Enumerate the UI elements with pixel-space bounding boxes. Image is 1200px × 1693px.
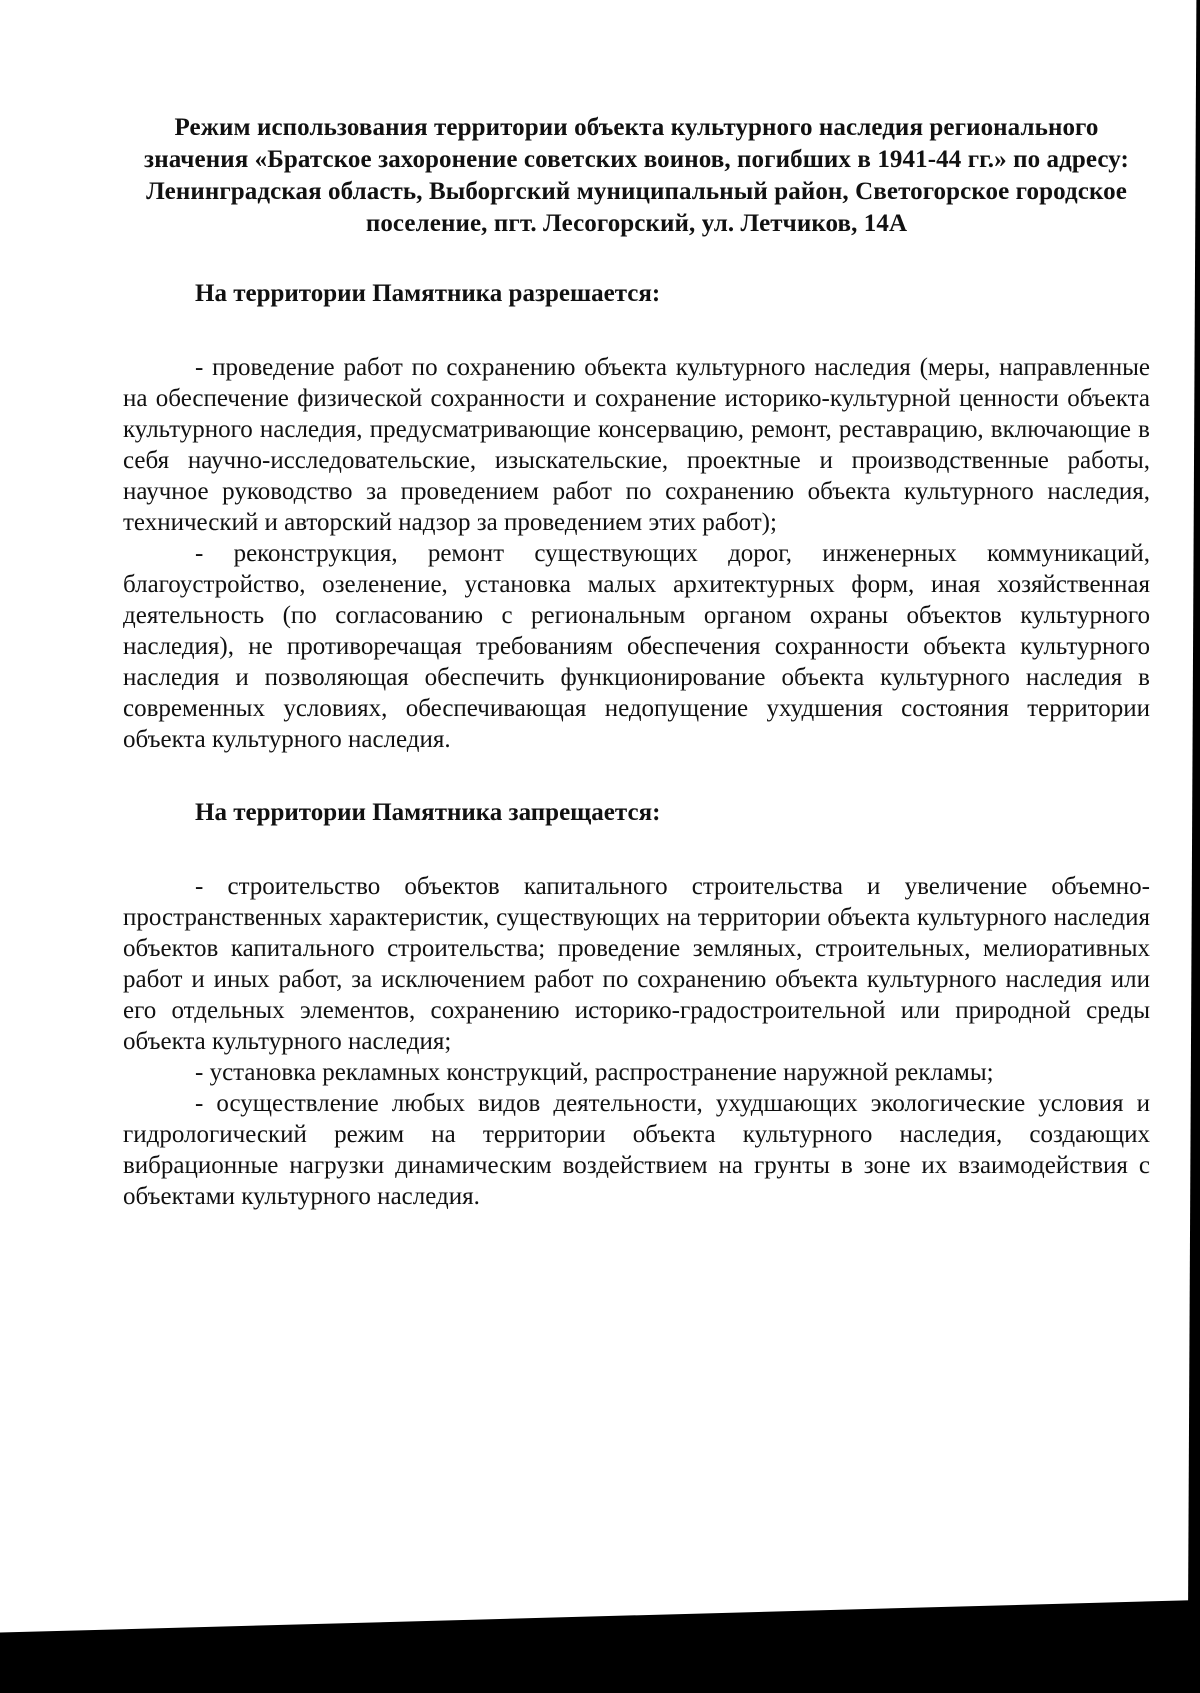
document-content bbox=[123, 112, 1150, 1212]
forbidden-heading: На территории Памятника запрещается: bbox=[195, 799, 661, 826]
forbidden-item: - осуществление любых видов деятельности, ухудшающих экологические условия и гидрологический режим на территории объекта культурного наследия, создающих вибрационные нагрузки динамическим воздействием на грунты в зоне их взаимодействия с объектами культурного наследия. bbox=[123, 1090, 1150, 1210]
forbidden-item: - установка рекламных конструкций, распространение наружной рекламы; bbox=[195, 1059, 994, 1086]
scan-edge-right bbox=[1188, 0, 1200, 1620]
allowed-item: - реконструкция, ремонт существующих дорог, инженерных коммуникаций, благоустройство, озеленение, установка малых архитектурных форм, иная хозяйственная деятельность (по согласованию с региональным органом охраны объектов культурного наследия), не противоречащая требованиям обеспечения сохранности объекта культурного наследия и позволяющая обеспечить функционирование объекта культурного наследия в современных условиях, обеспечивающая недопущение ухудшения состояния территории объекта культурного наследия. bbox=[123, 540, 1150, 753]
allowed-heading: На территории Памятника разрешается: bbox=[195, 280, 661, 307]
scan-edge-bottom bbox=[0, 1600, 1200, 1693]
document-title: Режим использования территории объекта культурного наследия регионального значения «Братское захоронение советских воинов, погибших в 1941-44 гг.» по адресу: Ленинградская область, Выборгский муниципальный район, Светогорское городское поселение, пгт. Лесогорский, ул. Летчиков, 14А bbox=[144, 114, 1129, 237]
forbidden-list bbox=[123, 871, 1150, 1212]
forbidden-item: - строительство объектов капитального строительства и увеличение объемно-пространственных характеристик, существующих на территории объекта культурного наследия объектов капитального строительства; проведение земляных, строительных, мелиоративных работ и иных работ, за исключением работ по сохранению объекта культурного наследия или его отдельных элементов, сохранению историко-градостроительной или природной среды объекта культурного наследия; bbox=[123, 873, 1150, 1055]
allowed-item: - проведение работ по сохранению объекта культурного наследия (меры, направленные на обеспечение физической сохранности и сохранение историко-культурной ценности объекта культурного наследия, предусматривающие консервацию, ремонт, реставрацию, включающие в себя научно-исследовательские, изыскательские, проектные и производственные работы, научное руководство за проведением работ по сохранению объекта культурного наследия, технический и авторский надзор за проведением этих работ); bbox=[123, 354, 1150, 536]
allowed-list bbox=[123, 352, 1150, 755]
